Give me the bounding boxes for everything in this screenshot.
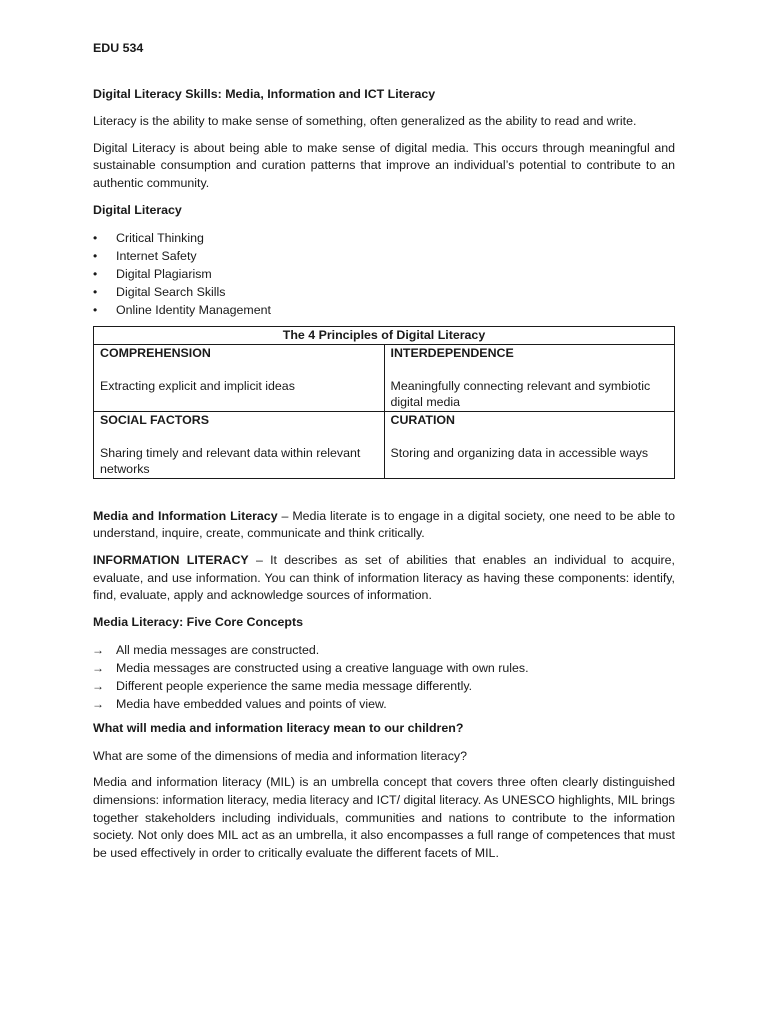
table-cell-social-factors (94, 411, 385, 478)
list-item: → Media messages are constructed using a creative language with own rules. (92, 661, 529, 676)
bullet-icon: • (93, 231, 98, 246)
mil-lead: Media and Information Literacy (93, 508, 278, 523)
table-row (94, 411, 675, 478)
list-item: → All media messages are constructed. (92, 643, 320, 658)
list-item: → Media have embedded values and points of view. (92, 697, 387, 712)
bullet-icon: • (93, 249, 98, 264)
cell-heading: INTERDEPENDENCE (390, 346, 514, 361)
cell-text: Storing and organizing data in accessible ways (390, 445, 649, 460)
info-literacy-lead: INFORMATION LITERACY (93, 552, 249, 567)
digital-literacy-list (93, 229, 675, 319)
media-literacy-list (93, 641, 675, 713)
literacy-definition: Literacy is the ability to make sense of something, often generalized as the ability to read and write. (93, 114, 637, 129)
list-item: • Online Identity Management (93, 303, 271, 318)
principles-table (93, 326, 675, 479)
cell-heading: SOCIAL FACTORS (100, 412, 210, 427)
info-literacy-text: – It describes as set of abilities that enables an individual to acquire, evaluate, and use information. You can think of information literacy as having these components: identify, find, evaluate, apply and acknowledge sources of information. (93, 552, 675, 603)
cell-heading: COMPREHENSION (100, 346, 211, 361)
table-cell-comprehension (94, 345, 385, 412)
cell-text: Extracting explicit and implicit ideas (100, 378, 295, 393)
bullet-icon: • (93, 267, 98, 282)
mil-paragraph (93, 508, 675, 543)
bullet-icon: • (93, 285, 98, 300)
list-item: • Digital Plagiarism (93, 267, 212, 282)
list-item: • Digital Search Skills (93, 285, 226, 300)
media-literacy-heading: Media Literacy: Five Core Concepts (93, 614, 304, 629)
table-cell-curation (384, 411, 675, 478)
digital-literacy-definition: Digital Literacy is about being able to make sense of digital media. This occurs through meaningful and sustainable consumption and curation patterns that improve an individual’s potential to contribute to an authentic community. (93, 140, 675, 190)
course-code: EDU 534 (93, 41, 144, 55)
arrow-right-icon: → (92, 643, 104, 658)
table-caption: The 4 Principles of Digital Literacy (94, 327, 675, 345)
document-page (93, 40, 675, 862)
arrow-right-icon: → (92, 661, 104, 676)
bullet-icon: • (93, 303, 98, 318)
arrow-right-icon: → (92, 679, 104, 694)
closing-paragraph: Media and information literacy (MIL) is an umbrella concept that covers three often clearly distinguished dimensions: information literacy, media literacy and ICT/ digital literacy. As UNESCO highlights, MIL brings together stakeholders including individuals, communities and nations to contribute to the information society. Not only does MIL act as an umbrella, it also encompasses a full range of competences that must be used effectively in order to critically evaluate the different facets of MIL. (93, 775, 675, 860)
table-cell-interdependence (384, 345, 675, 412)
arrow-right-icon: → (92, 697, 104, 712)
question-heading: What will media and information literacy mean to our children? (93, 721, 464, 736)
information-literacy-paragraph (93, 552, 675, 605)
mil-text: – Media literate is to engage in a digital society, one need to be able to understand, inquire, create, communicate and think critically. (93, 508, 675, 541)
list-item: • Internet Safety (93, 249, 197, 264)
table-row (94, 345, 675, 412)
document-title: Digital Literacy Skills: Media, Information and ICT Literacy (93, 86, 436, 101)
list-item: → Different people experience the same media message differently. (92, 679, 473, 694)
cell-text: Sharing timely and relevant data within relevant networks (100, 445, 361, 477)
cell-heading: CURATION (390, 412, 455, 427)
digital-literacy-heading: Digital Literacy (93, 202, 182, 217)
list-item: • Critical Thinking (93, 231, 204, 246)
cell-text: Meaningfully connecting relevant and symbiotic digital media (390, 378, 651, 410)
question-subheading: What are some of the dimensions of media and information literacy? (93, 748, 467, 763)
